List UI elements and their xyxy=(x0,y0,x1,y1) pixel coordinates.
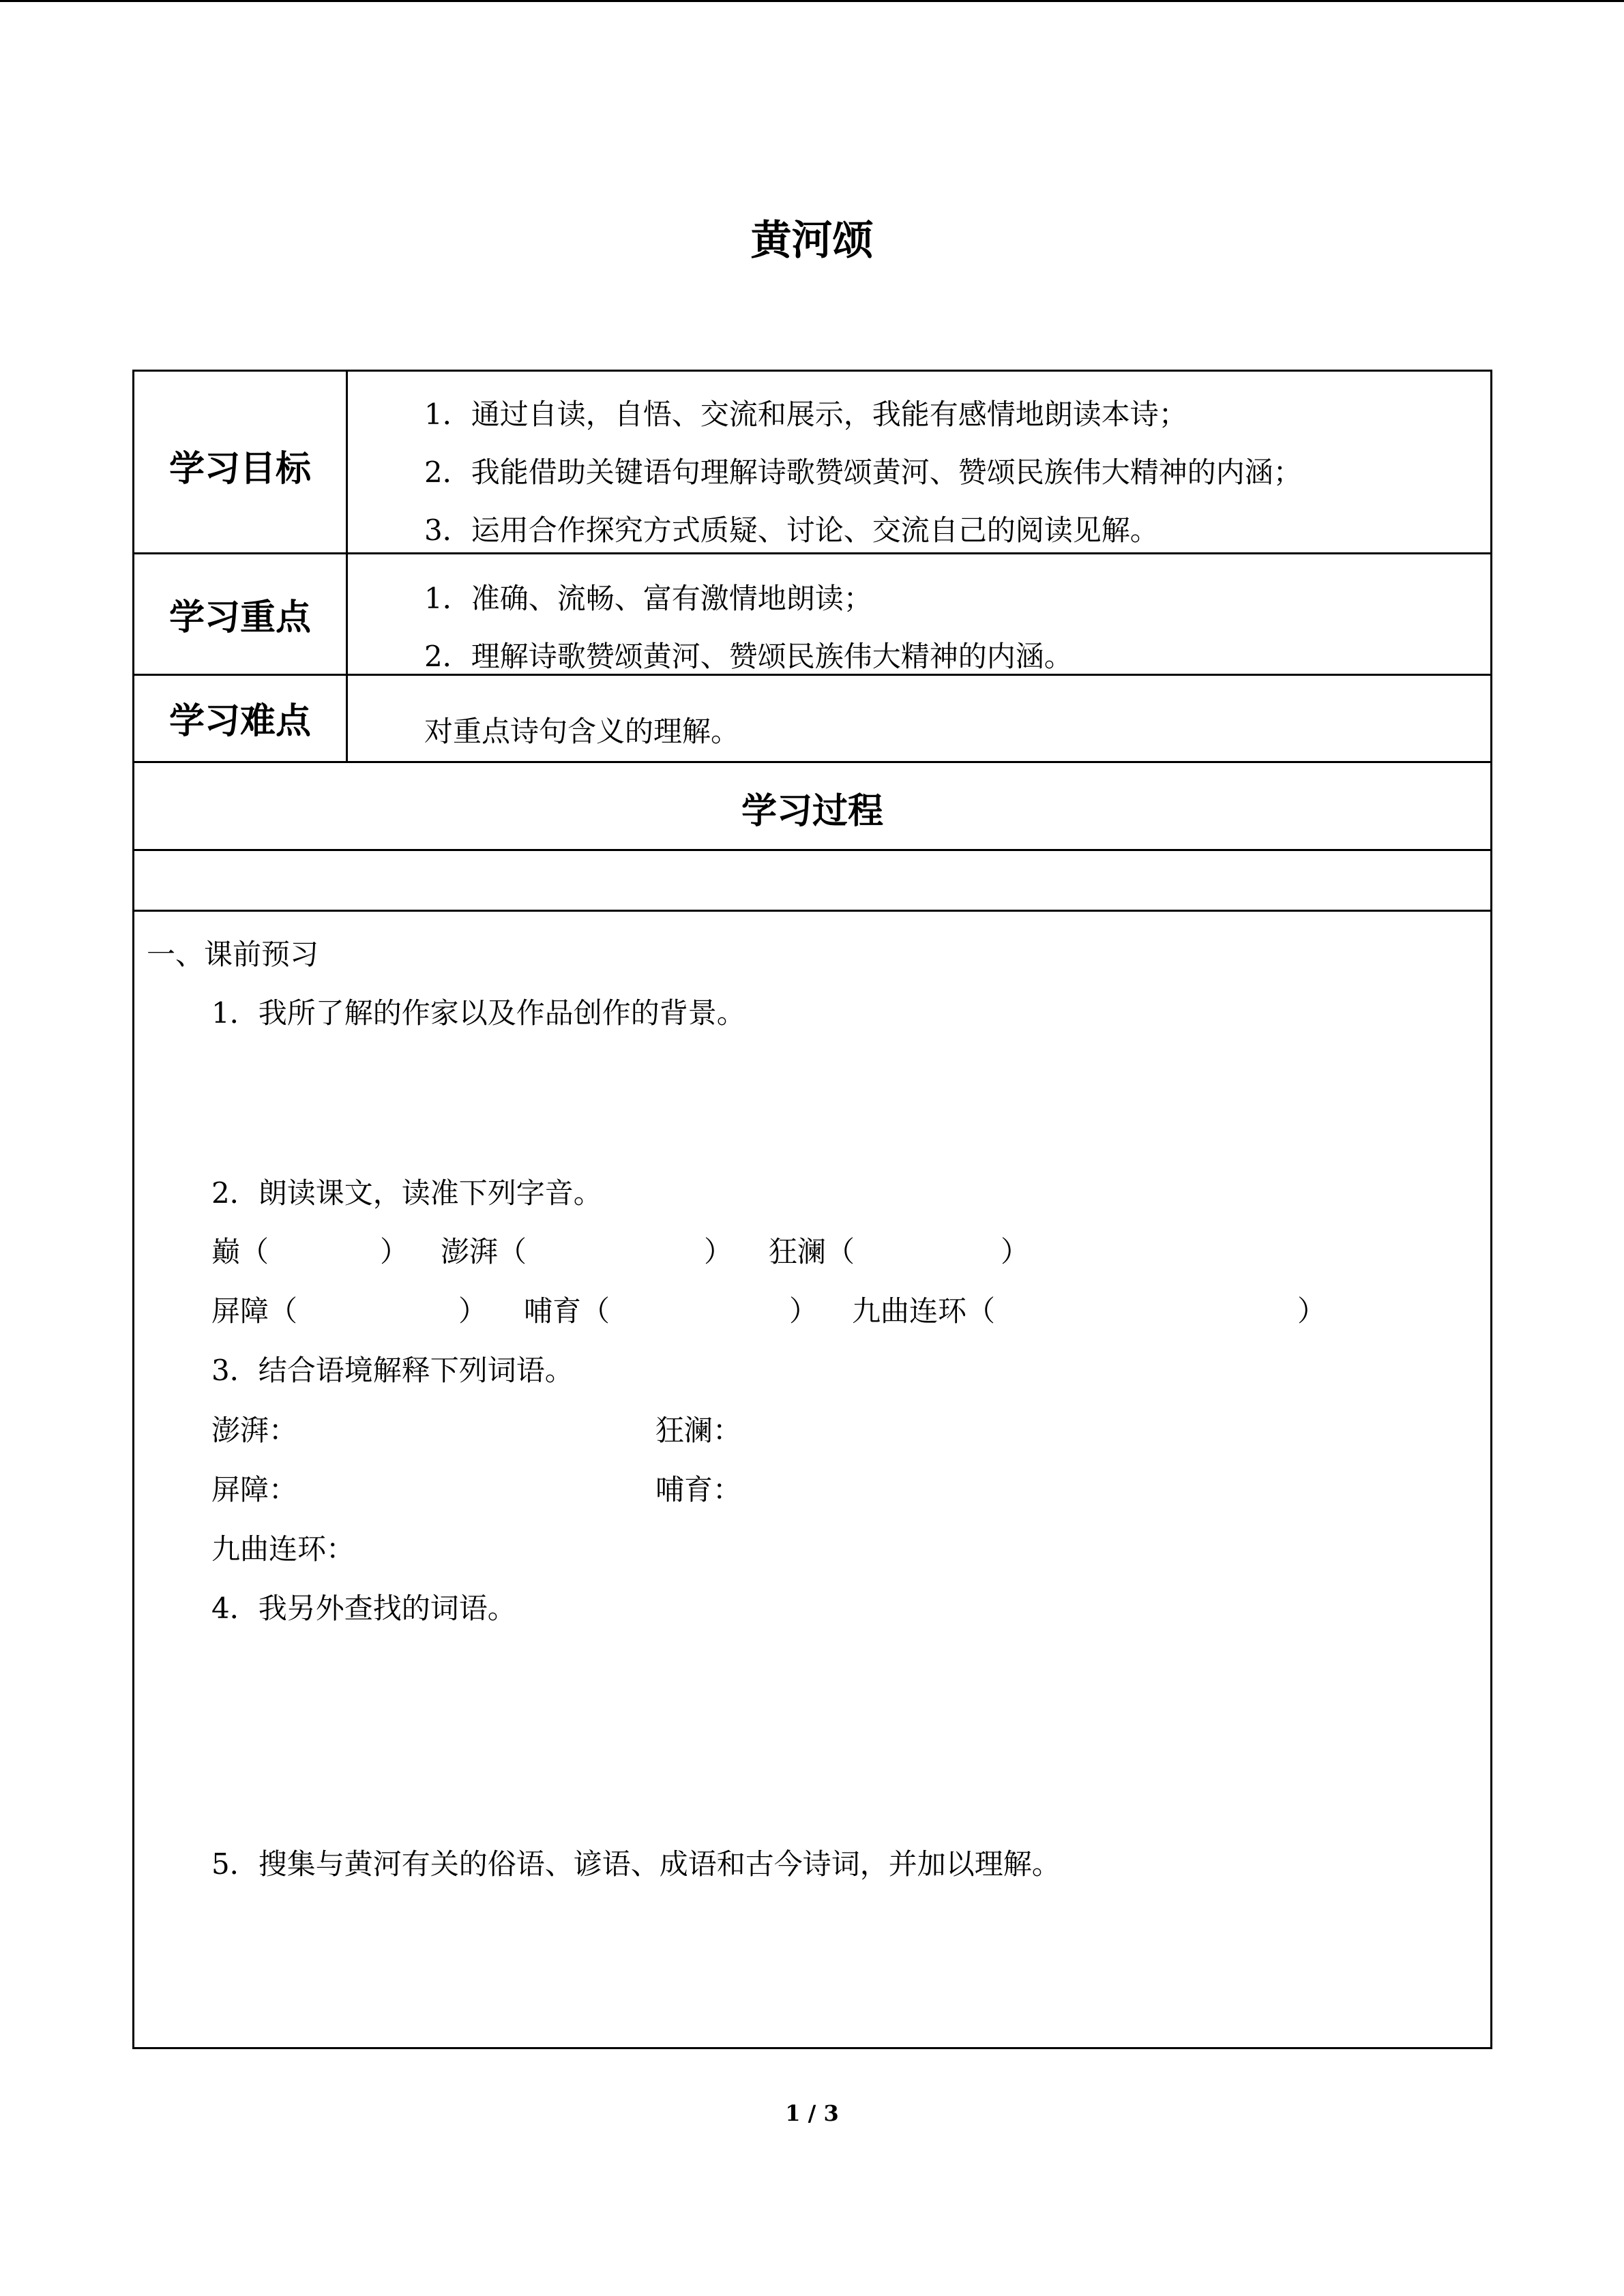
pronounce-bracket-close: ） xyxy=(1297,1294,1327,1328)
define-term: 屏障： xyxy=(211,1473,298,1506)
pronounce-word: 澎湃（ xyxy=(441,1235,527,1268)
pronounce-bracket-close: ） xyxy=(380,1235,409,1268)
pronounce-bracket-close: ） xyxy=(789,1294,818,1328)
define-term: 九曲连环： xyxy=(211,1532,355,1566)
page-top-border xyxy=(0,0,1624,2)
question-2: 2．朗读课文，读准下列字音。 xyxy=(211,1176,602,1210)
row-divider xyxy=(134,552,1490,554)
question-1: 1．我所了解的作家以及作品创作的背景。 xyxy=(211,996,745,1030)
difficulty-label: 学习难点 xyxy=(168,701,311,742)
question-5: 5．搜集与黄河有关的俗语、谚语、成语和古今诗词，并加以理解。 xyxy=(211,1847,1061,1881)
difficulty-item: 对重点诗句含义的理解。 xyxy=(424,715,740,748)
goal-item: 2．我能借助关键语句理解诗歌赞颂黄河、赞颂民族伟大精神的内涵； xyxy=(424,456,1302,489)
define-term: 澎湃： xyxy=(211,1414,298,1447)
section-title: 一、课前预习 xyxy=(147,938,319,971)
key-point-item: 1．准确、流畅、富有激情地朗读； xyxy=(424,582,872,615)
page-title: 黄河颂 xyxy=(750,217,874,265)
pronounce-bracket-close: ） xyxy=(1001,1235,1030,1268)
pronounce-word: 狂澜（ xyxy=(769,1235,855,1268)
pronounce-word: 屏障（ xyxy=(211,1294,298,1328)
goal-item: 3．运用合作探究方式质疑、讨论、交流自己的阅读见解。 xyxy=(424,513,1159,547)
column-divider xyxy=(346,372,348,761)
row-divider xyxy=(134,910,1490,912)
pronounce-bracket-close: ） xyxy=(458,1294,488,1328)
key-point-item: 2．理解诗歌赞颂黄河、赞颂民族伟大精神的内涵。 xyxy=(424,640,1073,673)
pronounce-bracket-close: ） xyxy=(704,1235,733,1268)
pronounce-word: 巅（ xyxy=(211,1235,269,1268)
page-number: 1 / 3 xyxy=(785,2100,839,2126)
row-divider xyxy=(134,761,1490,763)
goal-item: 1．通过自读，自悟、交流和展示，我能有感情地朗读本诗； xyxy=(424,398,1187,431)
goals-label: 学习目标 xyxy=(168,449,311,490)
define-term: 狂澜： xyxy=(655,1414,742,1447)
process-heading: 学习过程 xyxy=(741,791,883,832)
pronounce-word: 哺育（ xyxy=(524,1294,610,1328)
study-sheet-table xyxy=(132,370,1492,2049)
question-4: 4．我另外查找的词语。 xyxy=(211,1592,516,1625)
row-divider xyxy=(134,849,1490,851)
key-points-label: 学习重点 xyxy=(168,597,311,638)
question-3: 3．结合语境解释下列词语。 xyxy=(211,1354,574,1387)
pronounce-word: 九曲连环（ xyxy=(852,1294,996,1328)
define-term: 哺育： xyxy=(655,1473,742,1506)
